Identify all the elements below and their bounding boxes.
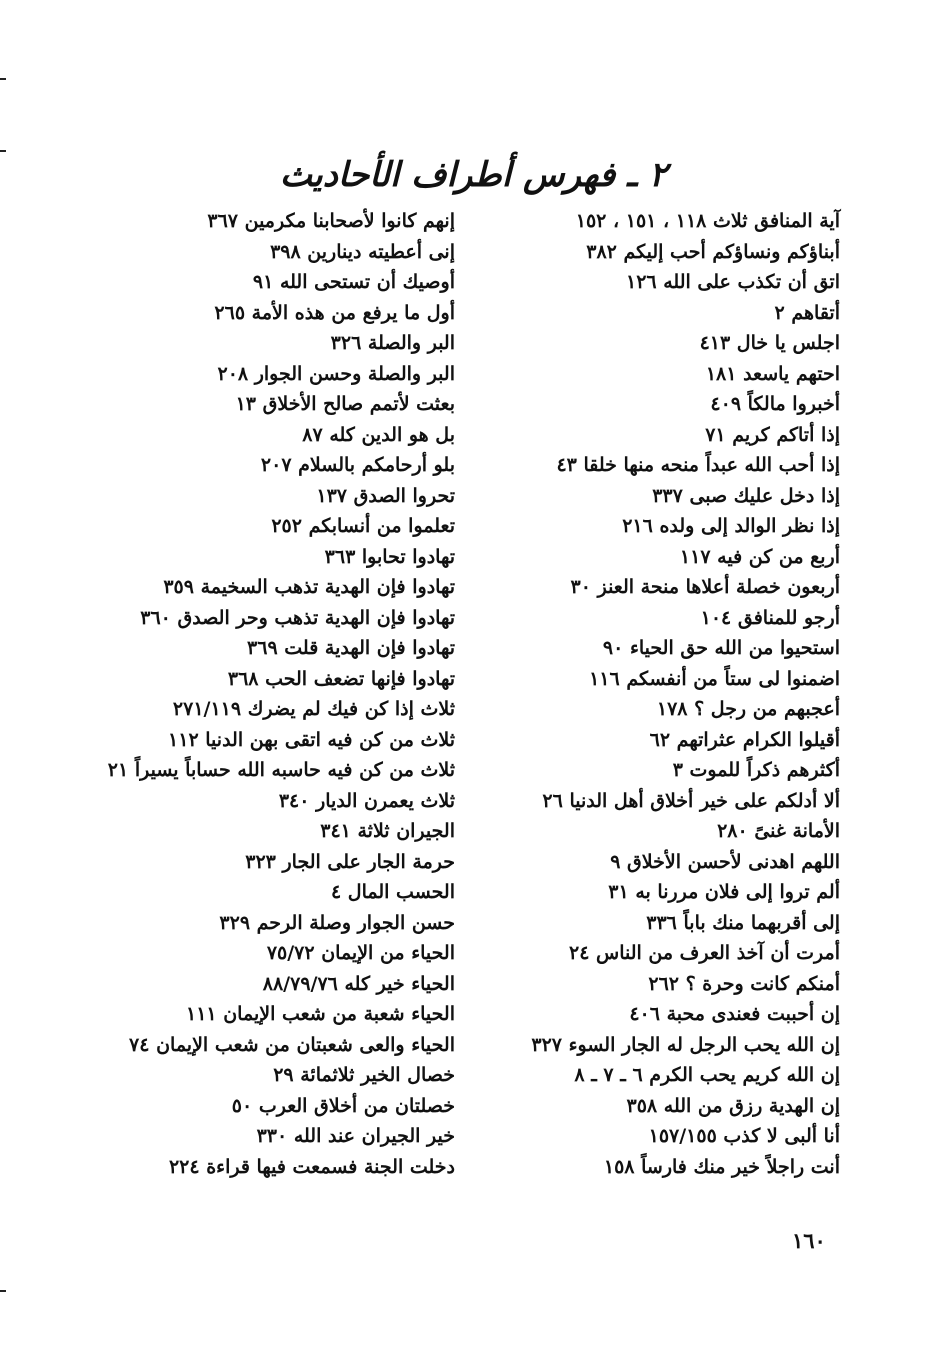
index-entry: اللهم اهدنى لأحسن الأخلاق ٩	[610, 850, 840, 873]
index-entry: ثلاث يعمرن الديار ٣٤٠	[278, 789, 455, 812]
index-entry: ثلاث إذا كن فيك لم يضرك ٢٧١/١١٩	[172, 698, 455, 720]
index-entry: الأمانة غنىً ٢٨٠	[717, 820, 840, 842]
index-entry: أرجو للمنافق ١٠٤	[700, 606, 840, 629]
index-entry: الحياء شعبة من شعب الإيمان ١١١	[185, 1003, 455, 1025]
margin-mark	[0, 78, 6, 80]
index-entry: حرمة الجار على الجار ٣٢٣	[245, 850, 455, 873]
index-entry: تعلموا من أنسابكم ٢٥٢	[271, 515, 455, 537]
index-entry: تحروا الصدق ١٣٧	[316, 484, 455, 507]
index-entry: إن أحببت فعندى محبة ٤٠٦	[629, 1003, 840, 1025]
index-entry: بل هو الدين كله ٨٧	[302, 423, 455, 446]
index-entry: إذا نظر الوالد إلى ولده ٢١٦	[622, 515, 840, 537]
index-entry: أوصيك أن تستحى الله ٩١	[252, 271, 455, 293]
index-entry: احتهم ياسعد ١٨١	[705, 362, 840, 385]
index-entry: أنا ألبى لا كذب ١٥٧/١٥٥	[648, 1125, 840, 1147]
index-entry: تهادوا فإن الهدية قلت ٣٦٩	[247, 637, 455, 659]
index-entry: بلو أرحامكم بالسلام ٢٠٧	[260, 454, 455, 476]
index-entry: أربع من كن فيه ١١٧	[679, 545, 840, 568]
index-entry: اضمنوا لى ستاً من أنفسكم ١١٦	[589, 667, 840, 690]
index-entry: البر والصلة ٣٢٦	[330, 332, 455, 354]
index-column-left	[107, 206, 455, 1182]
index-entry: أبناؤكم ونساؤكم أحب إليكم ٣٨٢	[586, 240, 840, 263]
index-entry: أول ما يرفع من هذه الأمة ٢٦٥	[214, 301, 455, 324]
index-entry: إذا أحب الله عبداً منحه منها خلقا ٤٣	[556, 454, 840, 476]
index-entry: الحياء والعى شعبتان من شعب الإيمان ٧٤	[129, 1033, 455, 1056]
index-column-right	[510, 206, 840, 1182]
index-entry: أخبروا مالكاً ٤٠٩	[710, 393, 840, 415]
index-entry: إنى أعطيته دينارين ٣٩٨	[270, 240, 455, 263]
index-entry: دخلت الجنة فسمعت فيها قراءة ٢٢٤	[168, 1155, 455, 1178]
index-entry: ألم تروا إلى فلان مررنا به ٣١	[608, 881, 840, 903]
index-entry: إذا دخل عليك صبى ٣٣٧	[652, 484, 840, 507]
index-entry: إذا أتاكم كريم ٧١	[705, 423, 840, 446]
index-entry: ثلاث من كن فيه اتقى بهن الدنيا ١١٢	[168, 728, 455, 751]
index-entry: خصلتان من أخلاق العرب ٥٠	[231, 1094, 455, 1117]
index-entry: حسن الجوار وصلة الرحم ٣٢٩	[219, 911, 455, 934]
page-title: ٢ ـ فهرس أطراف الأحاديث	[279, 155, 668, 195]
index-entry: بعثت لأتمم صالح الأخلاق ١٣	[235, 393, 455, 415]
index-entry: أكثرهم ذكراً للموت ٣	[672, 759, 840, 781]
index-entry: اتق أن تكذب على الله ١٢٦	[626, 271, 840, 293]
index-entry: أنت راجلاً خير منك فارساً ١٥٨	[603, 1155, 840, 1178]
index-entry: استحيوا من الله حق الحياء ٩٠	[602, 637, 840, 659]
index-entry: تهادوا فإنها تضعف الحب ٣٦٨	[227, 667, 455, 690]
index-entry: تهادوا فإن الهدية تذهب السخيمة ٣٥٩	[163, 576, 455, 598]
index-entry: آية المنافق ثلاث ١١٨ ، ١٥١ ، ١٥٢	[575, 210, 840, 232]
index-entry: الحياء من الإيمان ٧٥/٧٢	[266, 942, 455, 964]
index-entry: إلى أقربهما منك باباً ٣٣٦	[646, 911, 840, 934]
index-entry: أمنكم كانت وحرة ؟ ٢٦٢	[648, 972, 840, 995]
index-entry: إن الله يحب الرجل له الجار السوء ٣٢٧	[531, 1033, 840, 1056]
index-entry: اجلس يا خال ٤١٣	[699, 332, 840, 354]
index-entry: الحياء خير كله ٨٨/٧٩/٧٦	[262, 972, 455, 995]
index-entry: تهادوا فإن الهدية تذهب وحر الصدق ٣٦٠	[140, 606, 455, 629]
index-entry: تهادوا تحابوا ٣٦٣	[324, 545, 455, 568]
index-entry: البر والصلة وحسن الجوار ٢٠٨	[217, 362, 455, 385]
index-entry: الجيران ثلاثة ٣٤١	[320, 820, 455, 842]
page-number: ١٦٠	[792, 1228, 826, 1253]
index-entry: خير الجيران عند الله ٣٣٠	[256, 1125, 455, 1147]
index-entry: إنهم كانوا لأصحابنا مكرمين ٣٦٧	[207, 210, 455, 232]
index-entry: ألا أدلكم على خير أخلاق أهل الدنيا ٢٦	[542, 789, 840, 812]
index-entry: إن الله كريم يحب الكرم ٦ ـ ٧ ـ ٨	[574, 1064, 840, 1086]
index-entry: ثلاث من كن فيه حاسبه الله حساباً يسيراً ٢١	[107, 759, 455, 781]
margin-mark	[0, 1290, 6, 1292]
margin-mark	[0, 150, 6, 152]
index-entry: أربعون خصلة أعلاها منحة العنز ٣٠	[570, 576, 840, 598]
index-entry: أمرت أن آخذ العرف من الناس ٢٤	[568, 942, 840, 964]
index-entry: إن الهدية رزق من الله ٣٥٨	[626, 1094, 840, 1117]
index-entry: الحسب المال ٤	[330, 881, 455, 903]
index-entry: خصال الخير ثلاثمائة ٢٩	[273, 1064, 455, 1086]
index-entry: أتقاهم ٢	[774, 301, 840, 324]
index-entry: أقيلوا الكرام عثراتهم ٦٢	[649, 728, 840, 751]
index-entry: أعجبهم من رجل ؟ ١٧٨	[656, 698, 840, 720]
